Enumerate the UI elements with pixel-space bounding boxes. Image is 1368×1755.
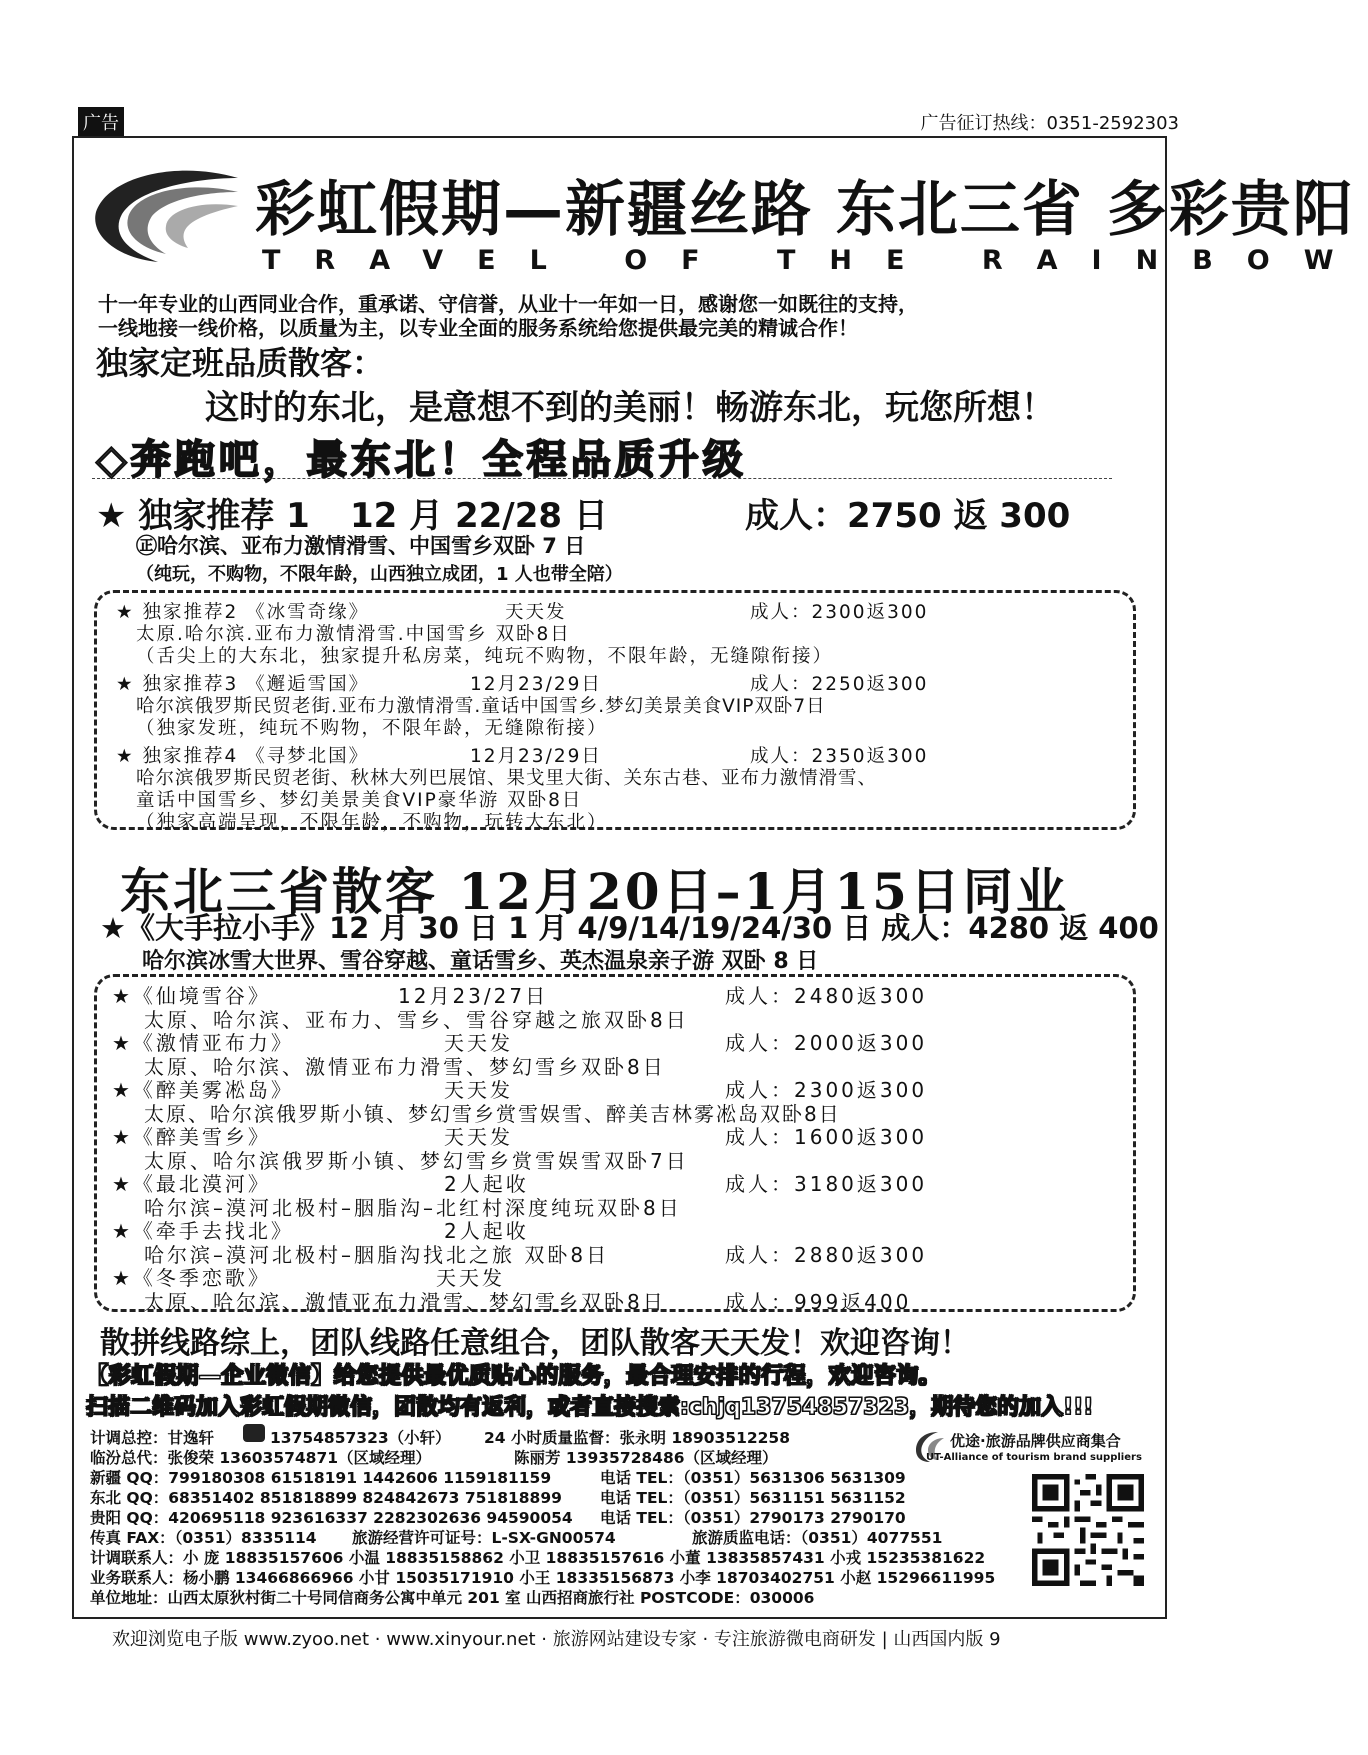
contact-supervision: 旅游质监电话：（0351）4077551 [692,1529,943,1547]
slogan: 这时的东北，是意想不到的美丽！畅游东北，玩您所想！ [205,388,1055,428]
box2-6-head: ★《冬季恋歌》 [112,1266,271,1290]
box2-2-date: 天天发 [444,1078,513,1102]
box2-0-line: 太原、哈尔滨、亚布力、雪乡、雪谷穿越之旅双卧8日 [144,1008,689,1032]
box2-0-date: 12月23/27日 [398,984,549,1008]
contact-dispatch-label: 计调总控：甘逸轩 [90,1429,215,1447]
box1-0-price: 成人：2300返300 [750,602,929,623]
box2-2-head: ★《醉美雾凇岛》 [112,1078,294,1102]
box2-5-line: 哈尔滨–漠河北极村–胭脂沟找北之旅 双卧8日 [144,1243,610,1267]
box2-3-date: 天天发 [444,1125,513,1149]
box2-0-price: 成人：2480返300 [725,984,928,1008]
contact-quality: 24 小时质量监督：张永明 18903512258 [484,1429,790,1447]
dashed-divider [92,478,1112,479]
northeast-heading: 东北三省散客 12月20日–1月15日同业 [120,862,1069,921]
intro-line-1: 十一年专业的山西同业合作，重承诺、守信誉，从业十一年如一日，感谢您一如既往的支持， [98,292,918,316]
rec1-route: ㊣哈尔滨、亚布力激情滑雪、中国雪乡双卧 7 日 [136,534,586,558]
intro-line-2: 一线地接一线价格，以质量为主，以专业全面的服务系统给您提供最完美的精诚合作！ [98,316,858,340]
box2-3-price: 成人：1600返300 [725,1125,928,1149]
box1-0-line-0: 太原.哈尔滨.亚布力激情滑雪.中国雪乡 双卧8日 [136,624,571,645]
contact-xinjiang-qq: 新疆 QQ：799180308 61518191 1442606 1159181159 [90,1469,552,1487]
partner-sub: UT-Alliance of tourism brand suppliers [926,1452,1142,1463]
contact-fax: 传真 FAX：（0351）8335114 [90,1529,317,1547]
box2-0-head: ★《仙境雪谷》 [112,984,271,1008]
box1-1-head: ★ 独家推荐3 《邂逅雪国》 [116,674,370,695]
box1-2-line-0: 哈尔滨俄罗斯民贸老街、秋林大列巴展馆、果戈里大街、关东古巷、亚布力激情滑雪、 [136,768,878,789]
box2-6-date: 天天发 [436,1266,505,1290]
box1-2-price: 成人：2350返300 [750,746,929,767]
box1-0-head: ★ 独家推荐2 《冰雪奇缘》 [116,602,370,623]
box2-1-date: 天天发 [444,1031,513,1055]
box2-4-line: 哈尔滨–漠河北极村–胭脂沟–北红村深度纯玩双卧8日 [144,1196,682,1220]
box1-0-date: 天天发 [505,602,567,623]
ad-hotline: 广告征订热线：0351-2592303 [920,113,1179,134]
footer-line: 欢迎浏览电子版 www.zyoo.net · www.xinyour.net · 旅游网站建设专家 · 专注旅游微电商研发 | 山西国内版 9 [112,1629,1001,1650]
rainbow-swoosh-logo [88,166,248,270]
contact-dispatch-phone: 13754857323（小轩） [270,1429,451,1447]
box2-6-line: 太原、哈尔滨、激情亚布力滑雪、梦幻雪乡双卧8日 [144,1290,666,1314]
rec1-note: （纯玩，不购物，不限年龄，山西独立成团，1 人也带全陪） [136,564,623,585]
box2-6-price: 成人：999返400 [725,1290,912,1314]
brand-subtitle: TRAVEL OF THE RAINBOW [262,245,1368,276]
box2-4-date: 2人起收 [444,1172,529,1196]
rec1-label: ★ 独家推荐 1 [96,496,310,536]
partner-name: 优途·旅游品牌供应商集合 [950,1432,1121,1450]
box1-2-head: ★ 独家推荐4 《寻梦北国》 [116,746,370,767]
contact-dongbei-tel: 电话 TEL：（0351）5631151 5631152 [600,1489,906,1507]
contact-dongbei-qq: 东北 QQ：68351402 851818899 824842673 751818899 [90,1489,562,1507]
box2-3-line: 太原、哈尔滨俄罗斯小镇、梦幻雪乡赏雪娱雪双卧7日 [144,1149,689,1173]
contact-guiyang-qq: 贵阳 QQ：420695118 923616337 2282302636 94590054 [90,1509,573,1527]
box1-2-date: 12月23/29日 [470,746,602,767]
box2-4-price: 成人：3180返300 [725,1172,928,1196]
brand-title: 彩虹假期—新疆丝路 东北三省 多彩贵阳 [255,175,1355,245]
ad-tag: 广告 [78,107,124,137]
contact-business: 业务联系人：杨小鹏 13466866966 小甘 15035171910 小王 18335156873 小李 18703402751 小赵 15296611995 [90,1569,996,1587]
box1-0-line-1: （舌尖上的大东北，独家提升私房菜，纯玩不购物，不限年龄，无缝隙衔接） [136,646,834,667]
box1-2-line-2: （独家高端呈现，不限年龄，不购物，玩转大东北） [136,812,608,833]
wechat-icon [243,1424,265,1442]
box2-5-price: 成人：2880返300 [725,1243,928,1267]
promo2-route: 哈尔滨冰雪大世界、雪谷穿越、童话雪乡、英杰温泉亲子游 双卧 8 日 [142,949,819,974]
box1-1-line-0: 哈尔滨俄罗斯民贸老街.亚布力激情滑雪.童话中国雪乡.梦幻美景美食VIP双卧7日 [136,696,826,717]
promo-big-hand-small-hand: ★《大手拉小手》12 月 30 日 1 月 4/9/14/19/24/30 日 成人：4280 返 400 [100,911,1159,945]
contact-linfen: 临汾总代：张俊荣 13603574871（区域经理） [90,1449,432,1467]
box2-1-head: ★《激情亚布力》 [112,1031,294,1055]
box1-1-price: 成人：2250返300 [750,674,929,695]
box2-1-line: 太原、哈尔滨、激情亚布力滑雪、梦幻雪乡双卧8日 [144,1055,666,1079]
contact-xinjiang-tel: 电话 TEL：（0351）5631306 5631309 [600,1469,906,1487]
contact-chen: 陈丽芳 13935728486（区域经理） [514,1449,778,1467]
contact-guiyang-tel: 电话 TEL：（0351）2790173 2790170 [600,1509,906,1527]
contact-license: 旅游经营许可证号：L-SX-GN00574 [352,1529,616,1547]
box2-3-head: ★《醉美雪乡》 [112,1125,271,1149]
box1-1-date: 12月23/29日 [470,674,602,695]
art-headline: ◇奔跑吧，最东北！全程品质升级 [96,436,747,483]
box1-1-line-1: （独家发班，纯玩不购物，不限年龄，无缝隙衔接） [136,718,608,739]
wechat-line-1: 【彩虹假期—企业微信】给您提供最优质贴心的服务，最合理安排的行程，欢迎咨询。 [86,1363,942,1389]
box2-4-head: ★《最北漠河》 [112,1172,271,1196]
box2-5-date: 2人起收 [444,1219,529,1243]
box2-2-price: 成人：2300返300 [725,1078,928,1102]
box2-5-head: ★《牵手去找北》 [112,1219,294,1243]
contact-planners: 计调联系人：小 庞 18835157606 小温 18835158862 小卫 18835157616 小董 13835857431 小戎 15235381622 [90,1549,986,1567]
qr-code [1032,1474,1144,1590]
contact-address: 单位地址：山西太原狄村街二十号同信商务公寓中单元 201 室 山西招商旅行社 POSTCODE：030006 [90,1589,815,1607]
closing-line: 散拼线路综上，团队线路任意组合，团队散客天天发！欢迎咨询！ [100,1326,970,1361]
box1-2-line-1: 童话中国雪乡、梦幻美景美食VIP豪华游 双卧8日 [136,790,583,811]
rec1-dates: 12 月 22/28 日 [350,496,608,536]
box2-2-line: 太原、哈尔滨俄罗斯小镇、梦幻雪乡赏雪娱雪、醉美吉林雾凇岛双卧8日 [144,1102,841,1126]
rec1-price: 成人：2750 返 300 [745,496,1071,536]
box2-1-price: 成人：2000返300 [725,1031,928,1055]
exclusive-heading: 独家定班品质散客： [96,344,385,382]
wechat-line-2: 扫描二维码加入彩虹假期微信，团散均有返利，或者直接搜索:chjq13754857323，期待您的加入!!! [86,1395,1094,1420]
